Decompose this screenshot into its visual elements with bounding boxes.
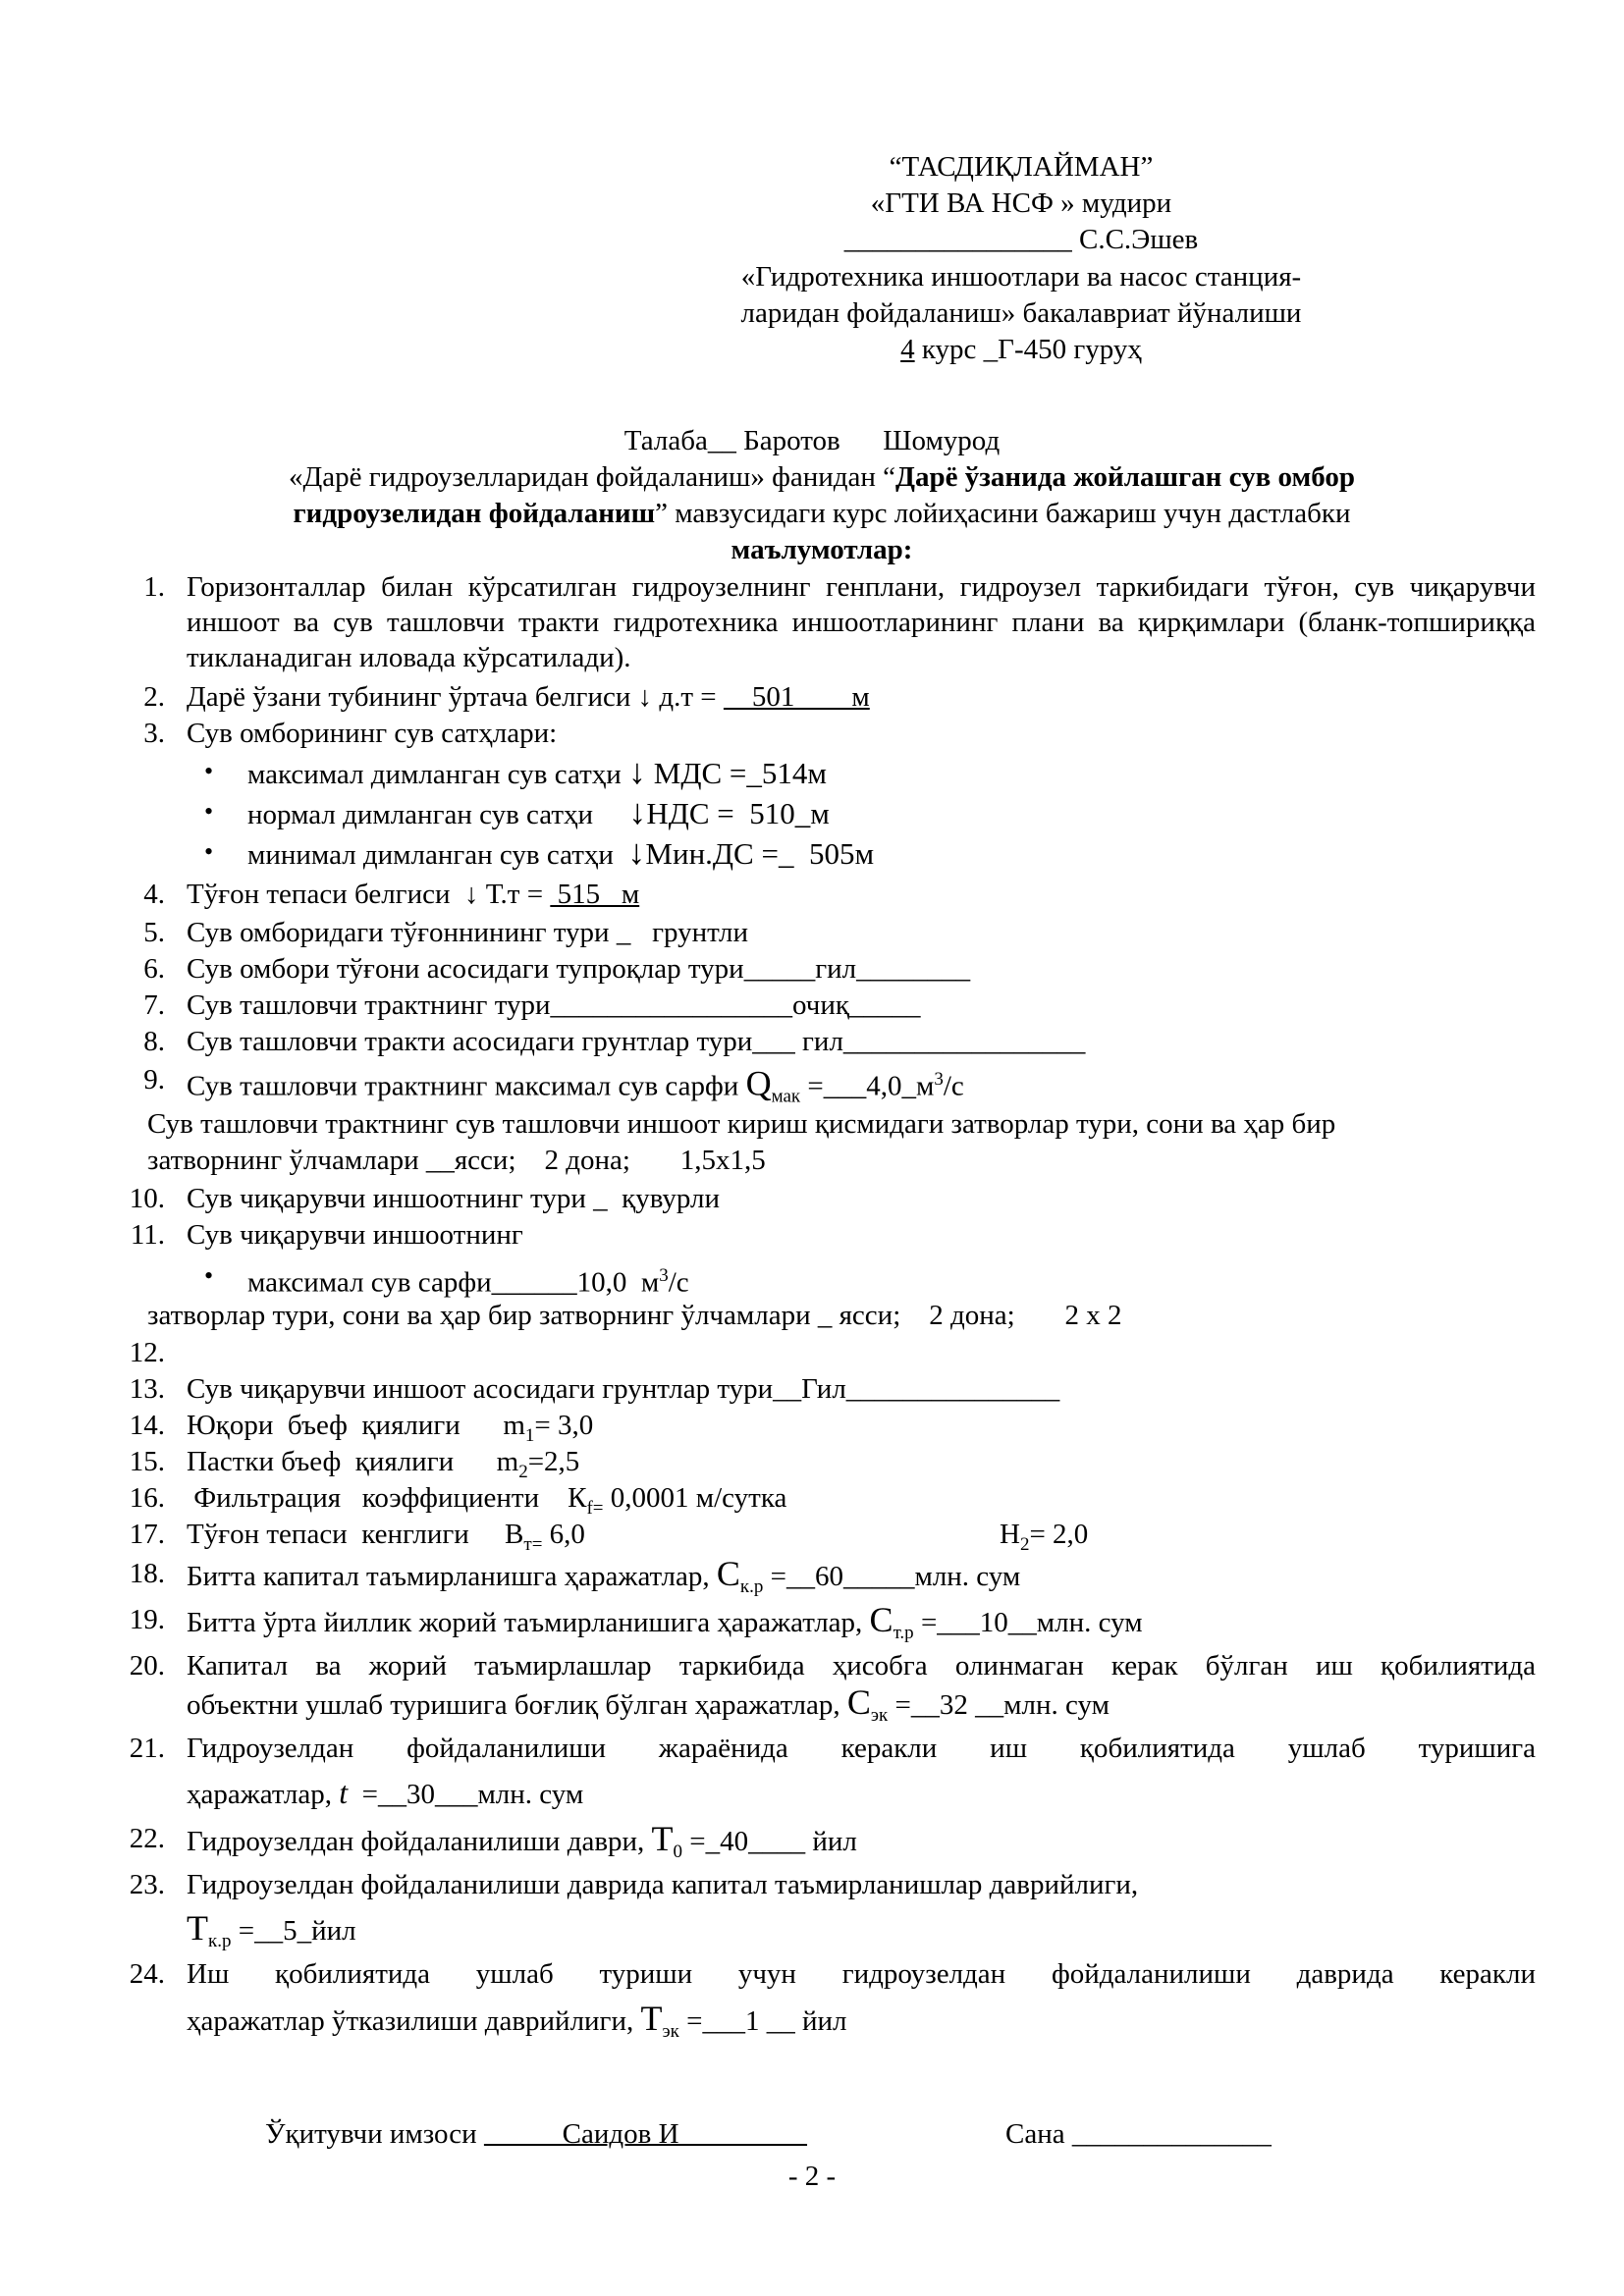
approval-program-line2: ларидан фойдаланиш» бакалавриат йўналиши [740,297,1302,329]
item-number: 7. [143,989,165,1021]
item-number: 11. [130,1219,165,1251]
item-10-text: Сув чиқарувчи иншоотнинг тури _ қувурли [187,1183,721,1214]
level-max-value: МДС =_514м [646,756,828,790]
level-normal-value: НДС = 510_м [646,796,830,830]
item-number: 4. [143,879,165,910]
item-7-text: Сув ташловчи трактнинг тури_________________очиқ_____ [187,989,921,1021]
intro-topic-2: гидроузелидан фойдаланиш [293,498,656,529]
approval-title: “ТАСДИҚЛАЙМАН” [889,151,1154,183]
date-field: Сана ______________ [1005,2118,1272,2150]
t-symbol: Т [640,1999,663,2038]
item-22-text [187,1821,857,1870]
item-22-value: =_40____ йил [682,1826,857,1857]
item-1-text: Горизонталлар билан кўрсатилган гидроузелнинг генплани, гидроузел таркибидаги тўғон, сув чиқарувчи иншоот ва сув ташловчи тракти гидротехника иншоотларининг плани ва қирқимлари (бланк-топшириққа тикланадиган иловада кўрсатилади). [187,571,1536,673]
signature-label: Ўқитувчи имзоси [265,2118,484,2150]
level-max-label: максимал димланган сув сатҳи [247,759,629,790]
item-21-value: =__30___млн. сум [348,1779,584,1810]
c-subscript: к.р [739,1575,764,1597]
level-min [247,834,874,873]
m-subscript: 2 [518,1461,528,1482]
item-9-value: =___4,0_м [800,1070,935,1102]
item-9-unit: /с [943,1070,964,1102]
h-subscript: 2 [1019,1533,1030,1555]
item-23-line2 [187,1910,356,1959]
item-6-text: Сув омбори тўғони асосидаги тупроқлар тури_____гил________ [187,953,971,985]
item-number: 3. [143,718,165,749]
item-19-value: =___10__млн. сум [913,1607,1143,1638]
item-number: 13. [129,1373,165,1405]
c-subscript: т.р [893,1622,914,1643]
approval-signature-line: ________________ С.С.Эшев [843,224,1199,255]
intro-line-1 [147,459,1496,495]
outlet-max-flow [247,1258,689,1301]
item-11-text: Сув чиқарувчи иншоотнинг [187,1219,523,1251]
t-subscript: к.р [208,1930,232,1951]
item-19-text [187,1602,1143,1651]
item-number: 6. [143,953,165,985]
approval-course-group [668,332,1375,367]
item-number: 1. [143,571,165,603]
item-16-value: 0,0001 м/сутка [603,1482,787,1514]
intro-topic-1: Дарё ўзанида жойлашган сув омбор [895,461,1355,493]
item-19-label: Битта ўрта йиллик жорий таъмирланишига ҳаражатлар, [187,1607,870,1638]
item-17-width: 6,0 [542,1519,585,1550]
intro-heading: маълумотлар: [731,534,913,565]
outlet-flow-label: максимал сув сарфи______10,0 м [247,1266,660,1299]
item-number: 12. [129,1337,165,1368]
c-subscript: эк [870,1704,889,1726]
item-17-label: Тўғон тепаси кенглиги В [187,1519,524,1550]
item-4-value: 515 м [550,879,640,910]
t-subscript: эк [662,2020,679,2042]
item-number: 18. [129,1558,165,1589]
q-subscript: мак [771,1086,801,1107]
c-symbol: С [716,1554,740,1593]
outlet-gates-line: затворлар тури, сони ва ҳар бир затворнинг ўлчамлари _ ясси; 2 дона; 2 х 2 [147,1300,1122,1331]
item-21-line2 [187,1775,583,1812]
spillway-gates-line2: затворнинг ўлчамлари __ясси; 2 дона; 1,5х1,5 [147,1145,766,1176]
item-21-label: ҳаражатлар, [187,1779,340,1810]
item-number: 24. [129,1958,165,1990]
item-2-label: Дарё ўзани тубининг ўртача белгиси ↓ д.т = [187,681,724,713]
c-symbol: С [846,1682,871,1722]
item-14-label: Юқори бъеф қиялиги m [187,1410,525,1441]
item-23-value: =__5_йил [231,1915,356,1947]
teacher-name: Саидов И [483,2118,808,2150]
item-5-text: Сув омборидаги тўғоннининг тури _ грунтли [187,917,749,948]
item-23-line1: Гидроузелдан фойдаланилиши даврида капитал таъмирланишлар даврийлиги, [187,1869,1139,1900]
item-8-text: Сув ташловчи тракти асосидаги грунтлар тури___ гил_________________ [187,1026,1086,1057]
item-20-value: =__32 __млн. сум [888,1689,1110,1721]
student-name: Талаба__ Баротов Шомурод [623,425,1001,456]
item-2-text [187,679,870,715]
spillway-gates-line1: Сув ташловчи трактнинг сув ташловчи иншоот кириш қисмидаги затворлар тури, сони ва ҳар бир [147,1108,1336,1140]
bullet-icon: • [204,1261,214,1290]
t-symbol: Т [187,1908,208,1948]
item-18-value: =__60_____млн. сум [763,1561,1021,1592]
item-number: 20. [129,1650,165,1682]
course-number: 4 [900,334,915,365]
item-14-value: = 3,0 [534,1410,594,1441]
bullet-icon: • [204,797,214,826]
item-21-line1: Гидроузелдан фойдаланилиши жараёнида керакли иш қобилиятида ушлаб туришига [187,1733,1536,1764]
t-subscript: 0 [673,1841,683,1862]
k-subscript: f= [586,1497,604,1519]
level-min-label: минимал димланган сув сатҳи [247,839,628,871]
item-18-label: Битта капитал таъмирланишга ҳаражатлар, [187,1561,717,1592]
bullet-icon: • [204,837,214,866]
page-number: - 2 - [787,2161,837,2192]
h2-value: = 2,0 [1029,1519,1089,1550]
item-number: 22. [129,1823,165,1854]
intro-line-2 [147,496,1496,531]
unit-superscript: 3 [659,1265,669,1286]
item-4-text [187,877,639,912]
item-4-label: Тўғон тепаси белгиси ↓ Т.т = [187,879,551,910]
item-20-label: объектни ушлаб туришига боғлиқ бўлган ҳаражатлар, [187,1689,847,1721]
item-24-line2 [187,2001,847,2050]
item-24-label: ҳаражатлар ўтказилиши даврийлиги, [187,2005,641,2037]
level-max [247,754,827,792]
approval-department: «ГТИ ВА НСФ » мудири [870,187,1172,219]
h-symbol: H [1000,1519,1020,1550]
item-number: 21. [129,1733,165,1764]
item-22-label: Гидроузелдан фойдаланилиши даври, [187,1826,652,1857]
intro-text-2: ” мавзусидаги курс лойиҳасини бажариш учун дастлабки [655,498,1351,529]
item-24-line1: Иш қобилиятида ушлаб туриши учун гидроузелдан фойдаланилиши даврида керакли [187,1958,1536,1990]
level-normal-label: нормал димланган сув сатҳи [247,799,629,830]
item-9-label: Сув ташловчи трактнинг максимал сув сарфи [187,1070,746,1102]
item-16-label: Фильтрация коэффициенти К [187,1482,587,1514]
t-symbol: Т [651,1819,674,1858]
item-24-value: =___1 __ йил [678,2005,847,2037]
t-symbol: t [339,1775,349,1810]
item-number: 19. [129,1604,165,1635]
c-symbol: С [869,1600,893,1639]
signature-line [484,2118,807,2150]
approval-program-line1: «Гидротехника иншоотлари ва насос станция- [740,261,1302,293]
teacher-signature [265,2116,807,2152]
item-20-line1: Капитал ва жорий таъмирлашлар таркибида ҳисобга олинмаган керак бўлган иш қобилиятида [187,1650,1536,1682]
item-18-text [187,1556,1020,1605]
down-arrow-icon: ↓ [627,832,646,872]
item-3-text: Сув омборининг сув сатҳлари: [187,718,558,749]
item-number: 14. [129,1410,165,1441]
item-number: 8. [143,1026,165,1057]
level-min-value: Мин.ДС =_ 505м [645,836,875,871]
item-number: 23. [129,1869,165,1900]
item-number: 5. [143,917,165,948]
m-subscript: 1 [524,1424,535,1446]
item-number: 15. [129,1446,165,1477]
item-2-value: 501 м [723,681,870,713]
course-group-text: курс _Г-450 гуруҳ [914,334,1142,365]
item-number: 2. [143,681,165,713]
item-number: 17. [129,1519,165,1550]
item-number: 9. [143,1064,165,1095]
item-20-line2 [187,1684,1110,1734]
item-15-value: =2,5 [527,1446,580,1477]
item-number: 16. [129,1482,165,1514]
level-normal [247,794,830,832]
down-arrow-icon: ↓ [628,752,647,791]
outlet-flow-unit: /с [668,1266,689,1299]
item-number: 10. [129,1183,165,1214]
b-subscript: т= [523,1533,543,1555]
bullet-icon: • [204,757,214,785]
unit-superscript: 3 [934,1069,944,1090]
item-13-text: Сув чиқарувчи иншоот асосидаги грунтлар тури__Гил_______________ [187,1373,1060,1405]
down-arrow-icon: ↓ [628,792,647,831]
item-15-label: Пастки бъеф қиялиги m [187,1446,519,1477]
intro-text-1: «Дарё гидроузелларидан фойдаланиш» фанидан “ [289,461,896,493]
q-symbol: Q [745,1063,772,1103]
